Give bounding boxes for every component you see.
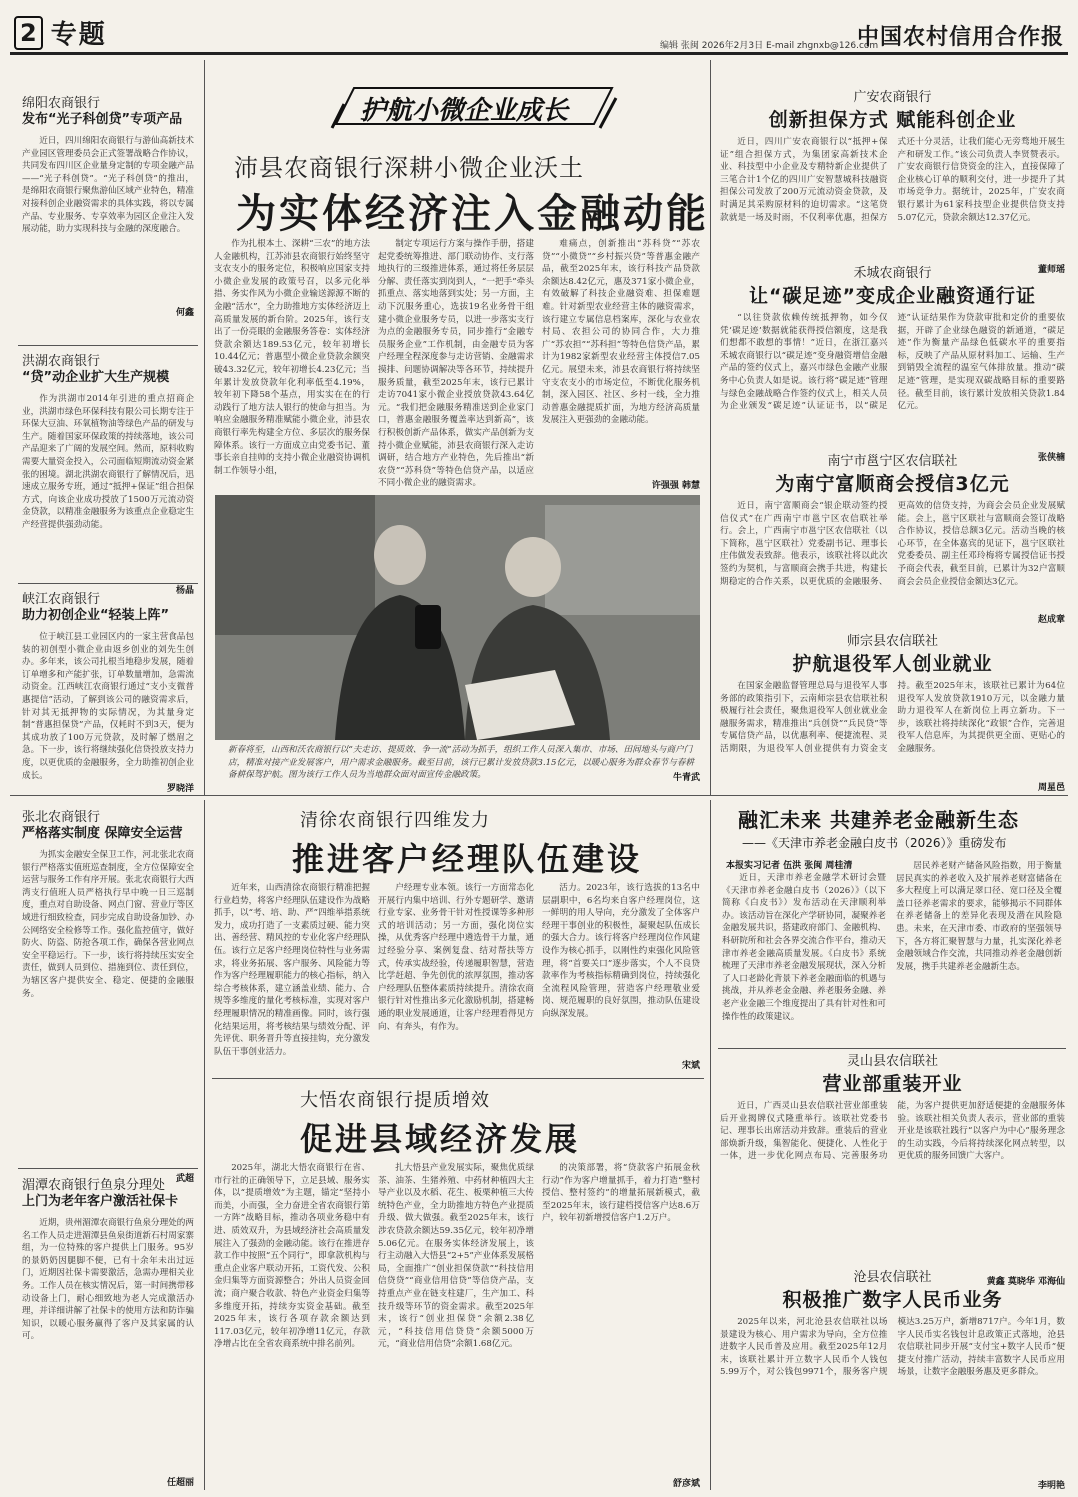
qingxu-kicker: 清徐农商银行四维发力 [300, 810, 490, 831]
banner-text: 护航小微企业成长 [360, 96, 569, 126]
article-kicker: 师宗县农信联社 [846, 634, 938, 649]
article-byline: 黄鑫 莫晓华 邓海仙 [986, 1277, 1065, 1287]
tianjin-body-col1: 近日，天津市养老金融学术研讨会暨《天津市养老金融白皮书（2026）》（以下简称《白皮书》）发布活动在天津顺利举办。该活动旨在深化产学研协同，凝聚养老金融发展共识，搭建政府部门、金融机构、科研院所和社会各界交流合作平台，推动天津市养老金融高质量发展。《白皮书》系统梳理了天津市养老金融发展现状，深入分析了人口老龄化背景下养老金融面临的机遇与挑战，并从养老金金融、养老服务金融、养老产业金融三个维度提出了具有针对性和可操作性的政策建议。 [722, 873, 886, 1022]
lead-kicker: 沛县农商银行深耕小微企业沃土 [234, 154, 584, 182]
qingxu-body-col3: 活力。2023年，该行选拔的13名中层副职中，6名均来自客户经理岗位，这一鲜明的用人导向，充分激发了全体客户经理干事创业的积极性，凝聚起队伍成长的强大合力。该行将客户经理岗位作风建设作为核心抓手，以刚性约束强化风险管理，将“首要关口”逐步落实，个人不良贷款率作为考核指标精确到岗位，持续强化全流程风险管理，营造客户经理敬业爱岗、规范履职的良好氛围，推动队伍建设向纵深发展。 [542, 883, 700, 1019]
article-body: 近日，广西灵山县农信联社营业部重装后开业揭牌仪式隆重举行。该联社党委书记、理事长出席活动并致辞。重装后的营业部焕新升级，集智能化、便捷化、人性化于一体，进一步优化网点布局、完善服务功能，为客户提供更加舒适便捷的金融服务体验。该联社相关负责人表示，营业部的重装开业是该联社践行“以客户为中心”服务理念的生动实践，今后将持续深化网点转型，以更优质的服务回馈广大客户。 [720, 1101, 1065, 1162]
column-divider [710, 60, 711, 795]
article-body: 在国家金融监督管理总局与退役军人事务部的政策指引下，云南师宗县农信联社积极履行社会责任，聚焦退役军人创业就业金融服务需求，精准推出“兵创贷”“兵民贷”等专属信贷产品，以优惠利率、便捷流程、灵活期限，为退役军人创业提供有力资金支持。截至2025年末，该联社已累计为64位退役军人发放贷款1910万元，以金融力量助力退役军人在新岗位上再立新功。下一步，该联社将持续深化“政银”合作，完善退役军人信息库，为其提供更全面、更贴心的金融服务。 [720, 681, 1065, 754]
masthead-rule [10, 52, 1068, 55]
article-byline: 赵成章 [1037, 615, 1065, 625]
article-kicker: 沧县农信联社 [853, 1270, 932, 1285]
article-title: 发布“光子科创贷”专项产品 [22, 112, 183, 127]
section-name: 专题 [50, 20, 107, 50]
article-cangxian [720, 1266, 1065, 1491]
article-divider [718, 1048, 1066, 1049]
article-title: 创新担保方式 赋能科创企业 [768, 109, 1017, 131]
article-kicker: 湄潭农商银行鱼泉分理处 [22, 1178, 166, 1193]
masthead-meta: 编辑 张闽 2026年2月3日 E-mail zhgnxb@126.com [660, 41, 879, 51]
article-xiajiang [22, 588, 194, 794]
article-divider [212, 1078, 704, 1079]
article-body: 近期，贵州湄潭农商银行鱼泉分理处的两名工作人员走进湄潭县鱼泉街道新石村周家寨组，为一位特殊的客户提供上门服务。95岁的景奶奶因腿脚不便，已有十余年未出过远门，近期因社保卡需要激活，急需办理相关业务。工作人员在核实情况后，第一时间携带移动设备上门，耐心细致地为老人完成激活办理，并详细讲解了社保卡的使用方法和防诈骗知识，以暖心服务赢得了客户及其家属的认可。 [22, 1218, 194, 1342]
article-divider [18, 345, 198, 346]
tianjin-title: 融汇未来 共建养老金融新生态 [738, 808, 1019, 832]
article-byline: 董师瑶 [1037, 265, 1065, 275]
article-body: 作为洪湖市2014年引进的重点招商企业，洪湖市绿色环保科技有限公司长期专注于环保大豆油、环氧植物油等绿色产品的研发与生产。随着国家环保政策的持续落地，该公司产品迎来了广阔的发展空间。然而，原料收购需要大量资金投入，公司面临短期流动资金紧张的困境。湖北洪湖农商银行了解情况后，迅速成立服务专班，通过“抵押+保证”组合担保方式，向该企业成功授放了1500万元流动资金贷款，以精准金融服务为该重点企业稳定生产经营提供强劲动能。 [22, 394, 194, 530]
news-photo [215, 495, 700, 740]
article-shizong [720, 630, 1065, 793]
article-body: 位于峡江县工业园区内的一家主营食品包装的初创型小微企业由返乡创业的刘先生创办。多年来，该公司扎根当地稳步发展，随着订单增多和产能扩张，订单数量增加，急需流动资金。江西峡江农商银行通过“支小支微普惠提信”活动，了解到该公司的融资需求后，针对其无抵押物的实际情况，为其量身定制“普惠担保贷”产品，仅耗时不到3天，便为其成功放了100万元贷款，及时解了燃眉之急。下一步，该行将继续强化信贷投放支持力度，以更优质的金融服务，全力助推初创企业成长。 [22, 632, 194, 781]
article-title: 上门为老年客户激活社保卡 [22, 1194, 179, 1209]
article-byline: 周星邑 [1037, 783, 1065, 793]
article-kicker: 张北农商银行 [22, 810, 101, 825]
article-title: 严格落实制度 保障安全运营 [22, 826, 183, 841]
article-body: “以往贷款依赖传统抵押物，如今仅凭‘碳足迹’数据就能获得授信额度，这是我们想都不敢想的事情！”近日，在浙江嘉兴禾城农商银行以“碳足迹”变身融资增信金融产品的签约仪式上，嘉兴市绿色金融产业服务中心负责人如是说。该行将“碳足迹”管理与绿色金融战略合作签约仪式上，相关人员为企业颁发“碳足迹”认证证书，以“碳足迹”认证结果作为贷款审批和定价的重要依据，开辟了企业绿色融资的新通道，“碳足迹”作为衡量产品绿色低碳水平的重要指标，反映了产品从原材料加工、运输、生产到销毁全流程的温室气体排放量。推动“碳足迹”管理，是实现双碳战略目标的重要路径。截至目前，该行累计发放相关贷款1.84亿元。 [720, 313, 1065, 412]
dawu-body-col3: 的决策部署，将“贷款客户拓展金秋行动”作为客户增量抓手，着力打造“整村授信、整村签约”的增量拓展新模式，截至2025年末，该行建档授信客户达8.6万户，较年初新增授信客户1.2万户。 [542, 1163, 700, 1224]
photo-caption: 新春将至，山西和沃农商银行以“夫走访、提质效、争一流”活动为抓手，组织工作人员深入集市、市场、田间地头与商户门店，精准对接产业发展客户，用户需求金融服务。截至目前，该行已累计发放贷款3.15亿元，以暖心服务为群众春节与春耕备耕保驾护航。图为该行工作人员为当地群众面对面宣传金融政策。 [228, 745, 695, 781]
paper-name: 中国农村信用合作报 [856, 25, 1064, 50]
tianjin-subtitle: ——《天津市养老金融白皮书（2026）》重磅发布 [742, 836, 1007, 850]
article-title: 积极推广数字人民币业务 [782, 1289, 1003, 1311]
lead-body-col1: 作为扎根本土、深耕“三农”的地方法人金融机构，江苏沛县农商银行始终坚守支农支小的服务定位，积极响应国家支持小微企业发展的政策号召，以多元化举措、务实作风为小微企业输送源源不断的金融“活水”，全力助推地方实体经济迈上高质量发展的新台阶。2025年，该行支出了一份亮眼的金融服务答卷：实体经济贷款余额达189.53亿元，较年初增长10.44亿元；普惠型小微企业贷款余额突破43.32亿元，较年初增长4.23亿元；当年累计发放贷款年化利率低至4.19%，较年初下降58个基点，用实实在在的行动践行了地方法人银行的使命与担当。为响应金融服务精准赋能小微企业，沛县农商银行率先构建全方位、多层次的服务保障体系。该行一方面成立由党委书记、董事长亲自挂帅的支持小微企业融资协调机制工作领导小组， [214, 239, 370, 476]
article-kicker: 禾城农商银行 [853, 266, 932, 281]
article-divider [18, 583, 198, 584]
masthead-left [14, 14, 107, 51]
article-byline: 李明艳 [1037, 1481, 1065, 1491]
article-body: 近日，南宁富顺商会“银企联动签约授信仪式”在广西南宁市邕宁区农信联社举行。会上，广西南宁市邕宁区农信联社（以下简称，邕宁区联社）党委副书记、理事长庄伟做发表致辞。他表示，该联社将以此次签约为契机，与富顺商会携手共进，构建长期稳定的合作关系，以更优质的金融服务、更高效的信贷支持，为商会会员企业发展赋能。会上，邕宁区联社与富顺商会签订战略合作协议，授信总额3亿元。活动当晚的核心环节，在全体嘉宾的见证下，邕宁区联社党委委员、副主任邓玲梅将专属授信证书授予商会代表，截至目前，已累计为32户富顺商会会员企业授信金额达3亿元。 [720, 501, 1065, 587]
special-banner [330, 80, 620, 132]
article-guangan [720, 86, 1065, 275]
tianjin-reporter: 本报实习记者 伍洪 张闽 周桂清 [726, 861, 853, 871]
article-kicker: 灵山县农信联社 [846, 1054, 938, 1069]
article-byline: 武超 [175, 1174, 194, 1184]
article-divider [18, 1168, 198, 1169]
lead-title: 为实体经济注入金融动能 [236, 191, 709, 237]
article-title: 助力初创企业“轻装上阵” [22, 608, 170, 623]
tianjin-body-col2: 居民养老财产储备风险指数，用于衡量居民真实的养老收入及扩展养老财富储备在多大程度上可以满足翠口径、宽口径及全覆盖口径养老需求的要求，能够揭示不同群体在养老储备上的差异化表现及潜在风险隐患。未来，在天津市委、市政府的坚强领导下，各方将汇聚智慧与力量，扎实深化养老金融领域合作交流，共同推动养老金融创新发展，携手共建养老金融新生态。 [896, 861, 1062, 972]
column-divider [204, 60, 205, 795]
article-mianyang [22, 92, 194, 318]
page-number: 2 [14, 16, 43, 50]
dawu-body-col2: 扎大悟县产业发展实际，聚焦优质绿茶、油茶、生猪养殖、中药材种植四大主导产业以及水稻、花生、板栗种植三大传统特色产业，全力助推地方特色产业提质升级、做大做强。截至2025年末，该行涉农贷款余额达59.35亿元，较年初净增5.06亿元。在服务实体经济发展上，该行主动融入大悟县“2+5”产业体系发展格局，全面推广“创业担保贷款”“科技信用信贷贷”“商业信用信贷”等信贷产品，支持重点产业在链支柱建厂，生产加工、科技升级等环节的资金需求。截至2025年末，该行“创业担保贷”余额2.38亿元，“科技信用信贷贷”余额5000万元，“商业信用信贷”余额1.68亿元。 [378, 1163, 534, 1350]
photo-byline: 牛青武 [672, 773, 700, 783]
article-byline: 任超丽 [166, 1478, 194, 1488]
section-divider [10, 795, 1068, 796]
column-divider [710, 800, 711, 1490]
article-body: 近日，四川绵阳农商银行与游仙高新技术产业园区管理委员会正式签署战略合作协议，共同发布四川区企业量身定制的专项金融产品——“光子科创贷”。“光子科创贷”的推出，是绵阳农商银行聚焦游仙区域产业特色，精准对接科创企业融资需求的具体实践，将以专属产品、专业服务、专享效率为园区企业注入发展动能，助力实现科技与金融的深度融合。 [22, 136, 194, 235]
dawu-byline: 舒彦斌 [672, 1479, 700, 1489]
qingxu-title: 推进客户经理队伍建设 [292, 840, 643, 878]
article-kicker: 广安农商银行 [853, 90, 932, 105]
article-meitan [22, 1174, 194, 1488]
article-byline: 罗晓洋 [166, 784, 194, 794]
article-body: 近日，四川广安农商银行以“抵押+保证”组合担保方式，为集团家高新技术企业、科技型中小企业及专精特新企业提供了三笔合计1个亿的四川广安智慧城科技融资担保公司发放了200万元流动资金贷款，及时满足其采购原材料的迫切需求。“这笔贷款就是一场及时雨，不仅利率优惠，担保方式还十分灵活，让我们能心无旁骛地开展生产和研发工作。”该公司负责人李贤赞表示。广安农商银行信贷资金的注入，直接保障了企业核心订单的顺利交付，进一步提升了其市场竞争力。据统计，2025年，广安农商银行累计为61家科技型企业提供信贷支持5.07亿元，贷款余额达12.37亿元。 [720, 137, 1065, 223]
article-hecheng [720, 262, 1065, 463]
lead-body-col2: 制定专项运行方案与操作手册，搭建起党委统筹推进、部门联动协作、支行落地执行的三级推进体系，通过将任务层层分解、责任落实到岗到人，“一把手”牵头抓重点、落实地落到实处；另一方面，主动下沉服务重心，选拔19名业务骨干组建小微企业服务专员，以进一步落实支行为点的金融服务专员，同步推行“金融专员服务企业”工作机制，由金融专员为客户经理全程深度参与走访营销、金融需求摸排、问题协调解决等各环节，持续提升服务质量，截至2025年末，该行已累计走访7041家小微企业授放贷款43.64亿元。“我们把金融服务精准送到企业家门口，普惠金融服务覆盖率达到新高”，该行积极创新产品体系，做实产品创新为支持小微企业赋能，沛县农商银行深入走访调研，结合地方产业特色，先后推出“新农贷”“苏科贷”等特色信贷产品，以适应不同小微企业的融资需求。 [378, 239, 534, 489]
article-body: 为抓实金融安全保卫工作，河北张北农商银行严格落实值班巡查制度，全方位保障安全运营与服务工作有序开展。张北农商银行大西湾支行值班人员严格执行早中晚一日三巡制度，重点对自助设备、网点门窗、营业厅等区域进行细致检查，同步完成自助设备加钞、办公网络安全检修等工作。强化监控值守，做好防火、防盗、防抢各项工作，确保各营业网点安全平稳运行。下一步，该行将持续压实安全责任，做到人员到位、措施到位、责任到位，为辖区客户提供安全、稳定、便捷的金融服务。 [22, 850, 194, 999]
qingxu-body-col2: 户经理专业本领。该行一方面常态化开展行内集中培训、行外专题研学、邀请行业专家、业务骨干针对性授课等多种形式的培训活动；另一方面，强化岗位实操，从优秀客户经理中遴选骨干力量，通过经验分享、案例复盘、结对帮扶等方式，传承实战经验，传递履职智慧，营造比学赶超、争先创优的浓厚氛围，推动客户经理队伍整体素质持续提升。清徐农商银行针对性推出多元化激励机制，搭建畅通的职业发展通道，让客户经理看得见方向、有奔头，有作为。 [378, 883, 534, 1032]
article-title: 护航退役军人创业就业 [792, 653, 993, 675]
article-lingshan [720, 1050, 1065, 1287]
qingxu-body-col1: 近年来，山西清徐农商银行精准把握行业趋势，将客户经理队伍建设作为战略抓手，以“考、培、助、严”四维举措系统发力，成功打造了一支素质过硬、能力突出、善经营、精风控的专业化客户经理队伍。该行立足客户经理岗位特性与业务需求，将业务拓展、客户服务、风险能力等作为客户经理履职能力的核心指标，纳入综合考核体系，建立涵盖业绩、能力、合规等多维度的量化考核标准，实现对客户经理履职情况的精准画像。同时，该行强化结果运用，将考核结果与绩效分配、评先评优、职务晋升等直接挂钩，充分激发队伍干事创业活力。 [214, 883, 370, 1057]
dawu-kicker: 大悟农商银行提质增效 [300, 1090, 490, 1111]
article-yongning [720, 450, 1065, 625]
lead-byline: 许强强 韩慧 [651, 481, 700, 491]
article-kicker: 绵阳农商银行 [22, 96, 101, 111]
column-divider [204, 800, 205, 1490]
article-byline: 张侠楠 [1037, 453, 1065, 463]
lead-body-col3: 难痛点，创新推出“苏科贷”“苏农贷”“小微贷”“乡村振兴贷”等普惠金融产品，截至2025年末，该行科技产品贷款余额达8.42亿元，惠及371家小微企业，有效破解了科技企业融资难、担保难题难。针对新型农业经营主体的融资需求，该行建立专属信息档案库，深化与农业农村局、农担公司的协同合作，大力推广“苏农担”“苏科担”等特色信贷产品，累计为1982家新型农业经营主体授信7.05亿元。展望未来，沛县农商银行将持续坚守支农支小的市场定位，不断优化服务机制，深入园区、社区、乡村一线，全力推动普惠金融提质扩面，为地方经济高质量发展注入更强劲的金融动能。 [542, 239, 700, 426]
article-title: 让“碳足迹”变成企业融资通行证 [749, 285, 1036, 307]
article-kicker: 洪湖农商银行 [22, 354, 101, 369]
article-zhangbei [22, 806, 194, 1184]
article-title: 营业部重装开业 [822, 1073, 963, 1095]
article-kicker: 峡江农商银行 [22, 592, 101, 607]
article-honghu [22, 350, 194, 596]
article-byline: 杨晶 [175, 586, 194, 596]
article-body: 2025年以来，河北沧县农信联社以场景建设为核心、用户需求为导向，全方位推进数字人民币普及应用。截至2025年12月末，该联社累计开立数字人民币个人钱包5.99万个，对公钱包9971个，服务客户规模达3.25万户，新增8717户。今年1月，数字人民币实名钱包计息政策正式落地，沧县农信联社同步开展“支付宝+数字人民币”便捷支付推广活动，持续丰富数字人民币应用场景，让数字金融服务惠及更多群众。 [720, 1317, 1065, 1378]
article-kicker: 南宁市邕宁区农信联社 [827, 454, 958, 469]
dawu-body-col1: 2025年，湖北大悟农商银行在省、市行社的正确领导下，立足县域、服务实体，以“提质增效”为主题，锚定“坚持小而美，小而强，全力奋进全省农商银行第一方阵”战略目标，推动各项业务稳中有进、质效双升，为县域经济社会高质量发展注入了强劲的金融动能。该行在推进存款工作中按照“五个同行”，即拿款机构与重点企业客户联动开拓，工资代发、公积金归集等方面资源整合；外出人员资金回流；商户聚合收款、特色产业资金归集等多维度开拓，持续夯实资金基础。截至2025年末，该行各项存款余额达到117.03亿元，较年初净增11亿元，存款净增占比在全省农商系统中排名前列。 [214, 1163, 370, 1350]
photo-illustration [215, 495, 700, 740]
article-title: “贷”动企业扩大生产规模 [22, 370, 170, 385]
article-title: 为南宁富顺商会授信3亿元 [775, 473, 1010, 495]
article-byline: 何鑫 [175, 308, 194, 318]
qingxu-byline: 宋斌 [681, 1061, 700, 1071]
dawu-title: 促进县域经济发展 [300, 1120, 581, 1158]
